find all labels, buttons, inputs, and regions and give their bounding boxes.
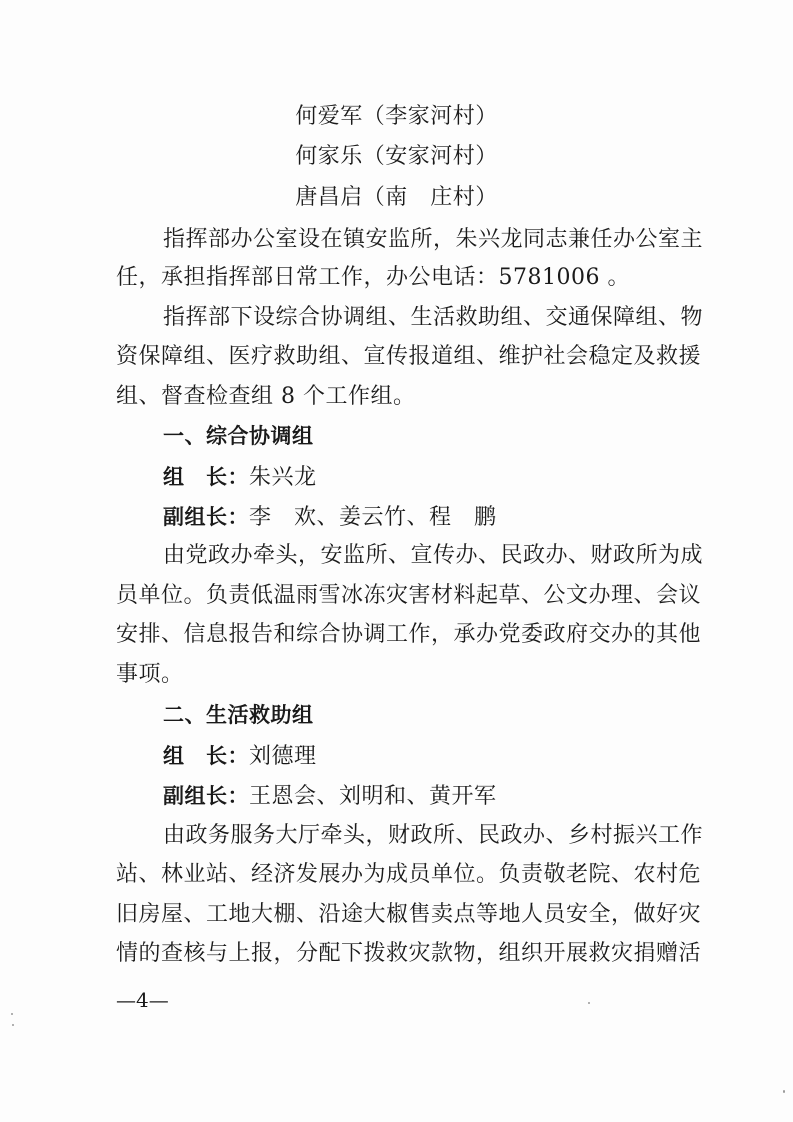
groups-intro-line-3: 组、督查检查组 8 个工作组。 bbox=[116, 384, 416, 409]
group2-leader-label: 组 长： bbox=[163, 744, 249, 768]
group1-desc-line-2: 员单位。负责低温雨雪冰冻灾害材料起草、公文办理、会议 bbox=[116, 583, 702, 608]
group1-leader-label: 组 长： bbox=[163, 465, 249, 489]
group2-deputy-label: 副组长： bbox=[163, 784, 249, 808]
member-line-1: 何爱军（李家河村） bbox=[295, 104, 498, 129]
group1-leader-row bbox=[163, 463, 317, 492]
group1-deputy-label: 副组长： bbox=[163, 505, 249, 529]
page-number: —4— bbox=[116, 988, 169, 1012]
office-line-1: 指挥部办公室设在镇安监所，朱兴龙同志兼任办公室主 bbox=[163, 227, 704, 252]
group1-leader-name: 朱兴龙 bbox=[249, 465, 317, 490]
group2-desc-line-1: 由政务服务大厅牵头，财政所、民政办、乡村振兴工作 bbox=[163, 823, 704, 848]
group2-heading: 二、生活救助组 bbox=[163, 703, 314, 727]
group1-desc-line-3: 安排、信息报告和综合协调工作，承办党委政府交办的其他 bbox=[116, 622, 702, 647]
group2-deputy-names: 王恩会、刘明和、黄开军 bbox=[249, 784, 497, 809]
scan-speck bbox=[588, 1002, 590, 1004]
group1-desc-line-1: 由党政办牵头，安监所、宣传办、民政办、财政所为成 bbox=[163, 543, 704, 568]
group2-desc-line-4: 情的查核与上报，分配下拨救灾款物，组织开展救灾捐赠活 bbox=[116, 941, 702, 966]
group2-leader-name: 刘德理 bbox=[249, 744, 317, 769]
groups-intro-line-2: 资保障组、医疗救助组、宣传报道组、维护社会稳定及救援 bbox=[116, 344, 702, 369]
scan-speck bbox=[783, 1090, 785, 1093]
group2-deputy-row bbox=[163, 782, 497, 811]
group1-heading: 一、综合协调组 bbox=[163, 424, 314, 448]
office-line-2: 任，承担指挥部日常工作，办公电话：5781006 。 bbox=[116, 265, 630, 290]
group2-desc-line-2: 站、林业站、经济发展办为成员单位。负责敬老院、农村危 bbox=[116, 862, 702, 887]
group1-desc-line-4: 事项。 bbox=[116, 662, 184, 687]
group2-leader-row bbox=[163, 742, 317, 771]
scan-speck bbox=[12, 1024, 14, 1026]
groups-intro-line-1: 指挥部下设综合协调组、生活救助组、交通保障组、物 bbox=[163, 305, 704, 330]
member-line-3: 唐昌启（南 庄村） bbox=[295, 185, 498, 210]
scan-speck bbox=[11, 1013, 13, 1015]
group1-deputy-row bbox=[163, 503, 497, 532]
group1-deputy-names: 李 欢、姜云竹、程 鹏 bbox=[249, 505, 497, 530]
member-line-2: 何家乐（安家河村） bbox=[295, 144, 498, 169]
group2-desc-line-3: 旧房屋、工地大棚、沿途大椒售卖点等地人员安全，做好灾 bbox=[116, 902, 702, 927]
